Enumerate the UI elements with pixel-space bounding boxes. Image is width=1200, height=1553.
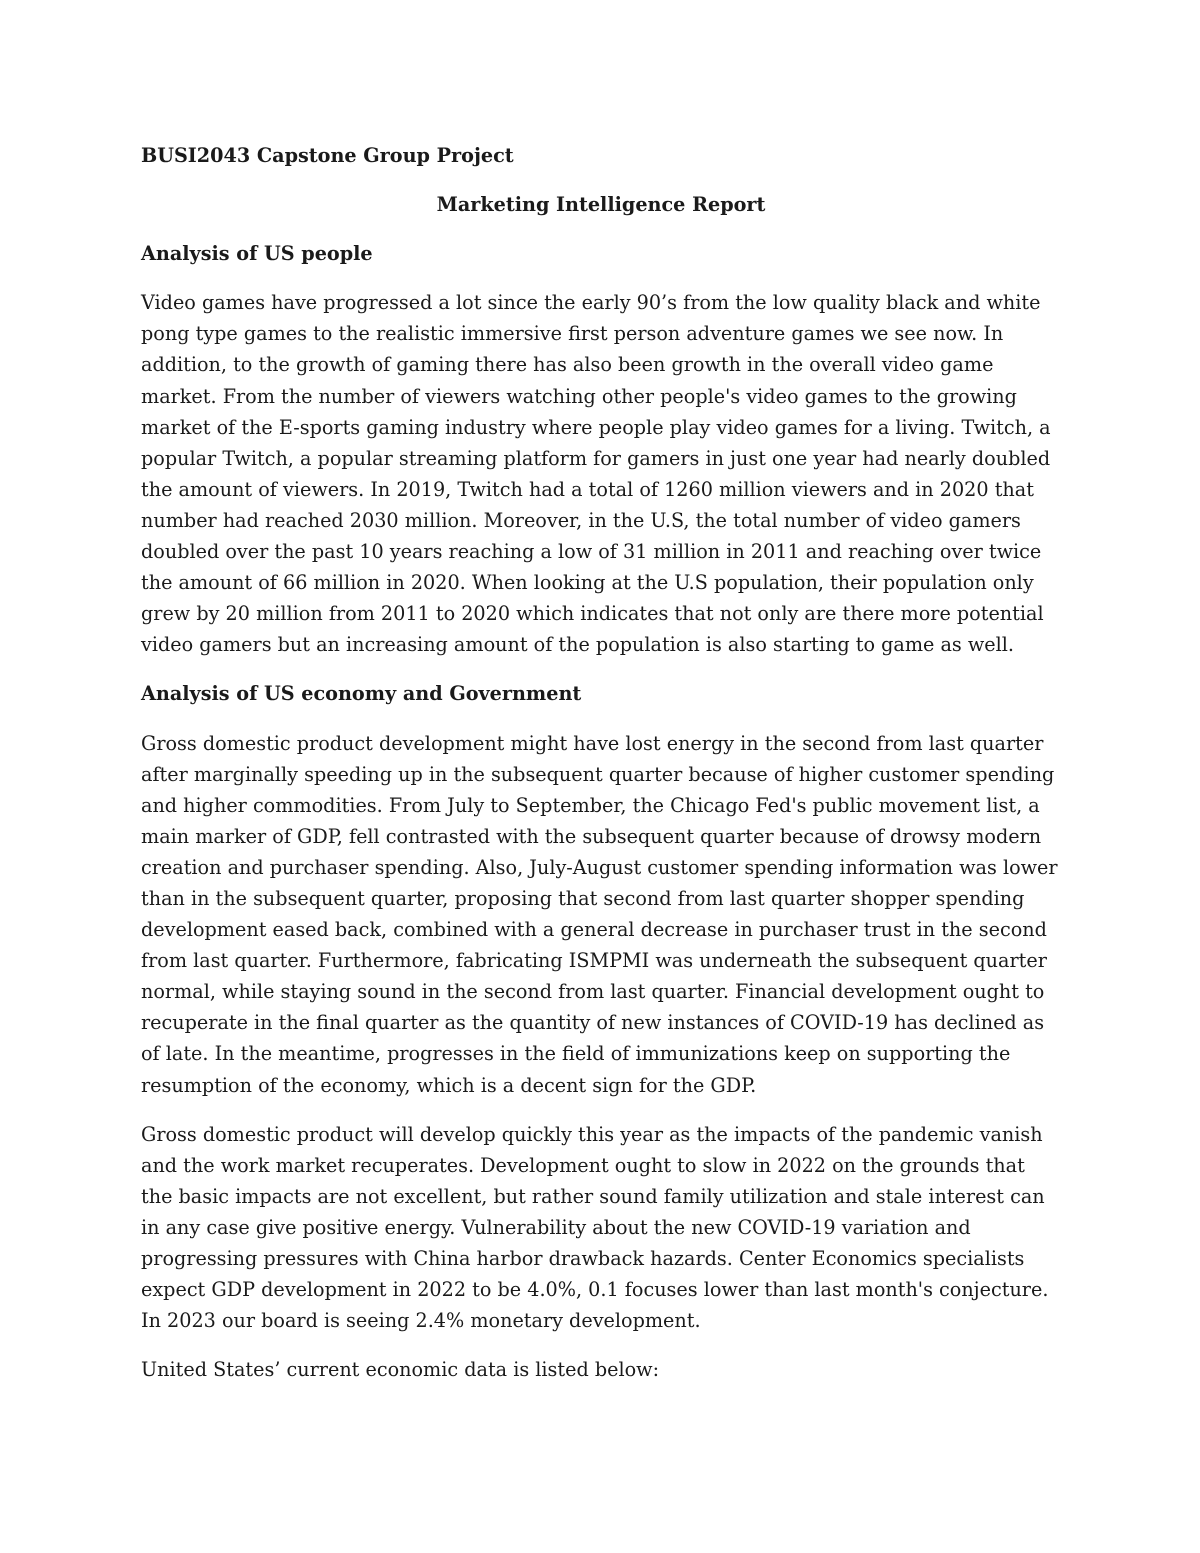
paragraph-economy-3: United States’ current economic data is listed below: — [141, 1358, 660, 1382]
paragraph-economy-2: Gross domestic product will develop quickly this year as the impacts of the pandemic vanish and the work market recuperates. Development ought to slow in 2022 on the grounds that the basic impacts are not excellent, but rather sound family utilization and stale interest can in any case give positive energy. Vulnerability about the new COVID-19 variation and progressing pressures with China harbor drawback hazards. Center Economics specialists expect GDP development in 2022 to be 4.0%, 0.1 focuses lower than last month's conjecture. In 2023 our board is seeing 2.4% monetary development. — [141, 1122, 1049, 1333]
paragraph-economy-1: Gross domestic product development might have lost energy in the second from last quarter after marginally speeding up in the subsequent quarter because of higher customer spending and higher commodities. From July to September, the Chicago Fed's public movement list, a main marker of GDP, fell contrasted with the subsequent quarter because of drowsy modern creation and purchaser spending. Also, July-August customer spending information was lower than in the subsequent quarter, proposing that second from last quarter shopper spending development eased back, combined with a general decrease in purchaser trust in the second from last quarter. Furthermore, fabricating ISMPMI was underneath the subsequent quarter normal, while staying sound in the second from last quarter. Financial development ought to recuperate in the final quarter as the quantity of new instances of COVID-19 has declined as of late. In the meantime, progresses in the field of immunizations keep on supporting the resumption of the economy, which is a decent sign for the GDP. — [141, 731, 1058, 1097]
section-heading-us-people: Analysis of US people — [141, 242, 373, 266]
section-heading-us-economy: Analysis of US economy and Government — [141, 682, 582, 706]
paragraph-us-people: Video games have progressed a lot since the early 90’s from the low quality black and white pong type games to the realistic immersive first person adventure games we see now. In addition, to the growth of gaming there has also been growth in the overall video game market. From the number of viewers watching other people's video games to the growing market of the E-sports gaming industry where people play video games for a living. Twitch, a popular Twitch, a popular streaming platform for gamers in just one year had nearly doubled the amount of viewers. In 2019, Twitch had a total of 1260 million viewers and in 2020 that number had reached 2030 million. Moreover, in the U.S, the total number of video gamers doubled over the past 10 years reaching a low of 31 million in 2011 and reaching over twice the amount of 66 million in 2020. When looking at the U.S population, their population only grew by 20 million from 2011 to 2020 which indicates that not only are there more potential video gamers but an increasing amount of the population is also starting to game as well. — [141, 291, 1051, 657]
report-title: Marketing Intelligence Report — [436, 193, 766, 217]
document-body — [141, 140, 1061, 1403]
course-title: BUSI2043 Capstone Group Project — [141, 144, 514, 167]
